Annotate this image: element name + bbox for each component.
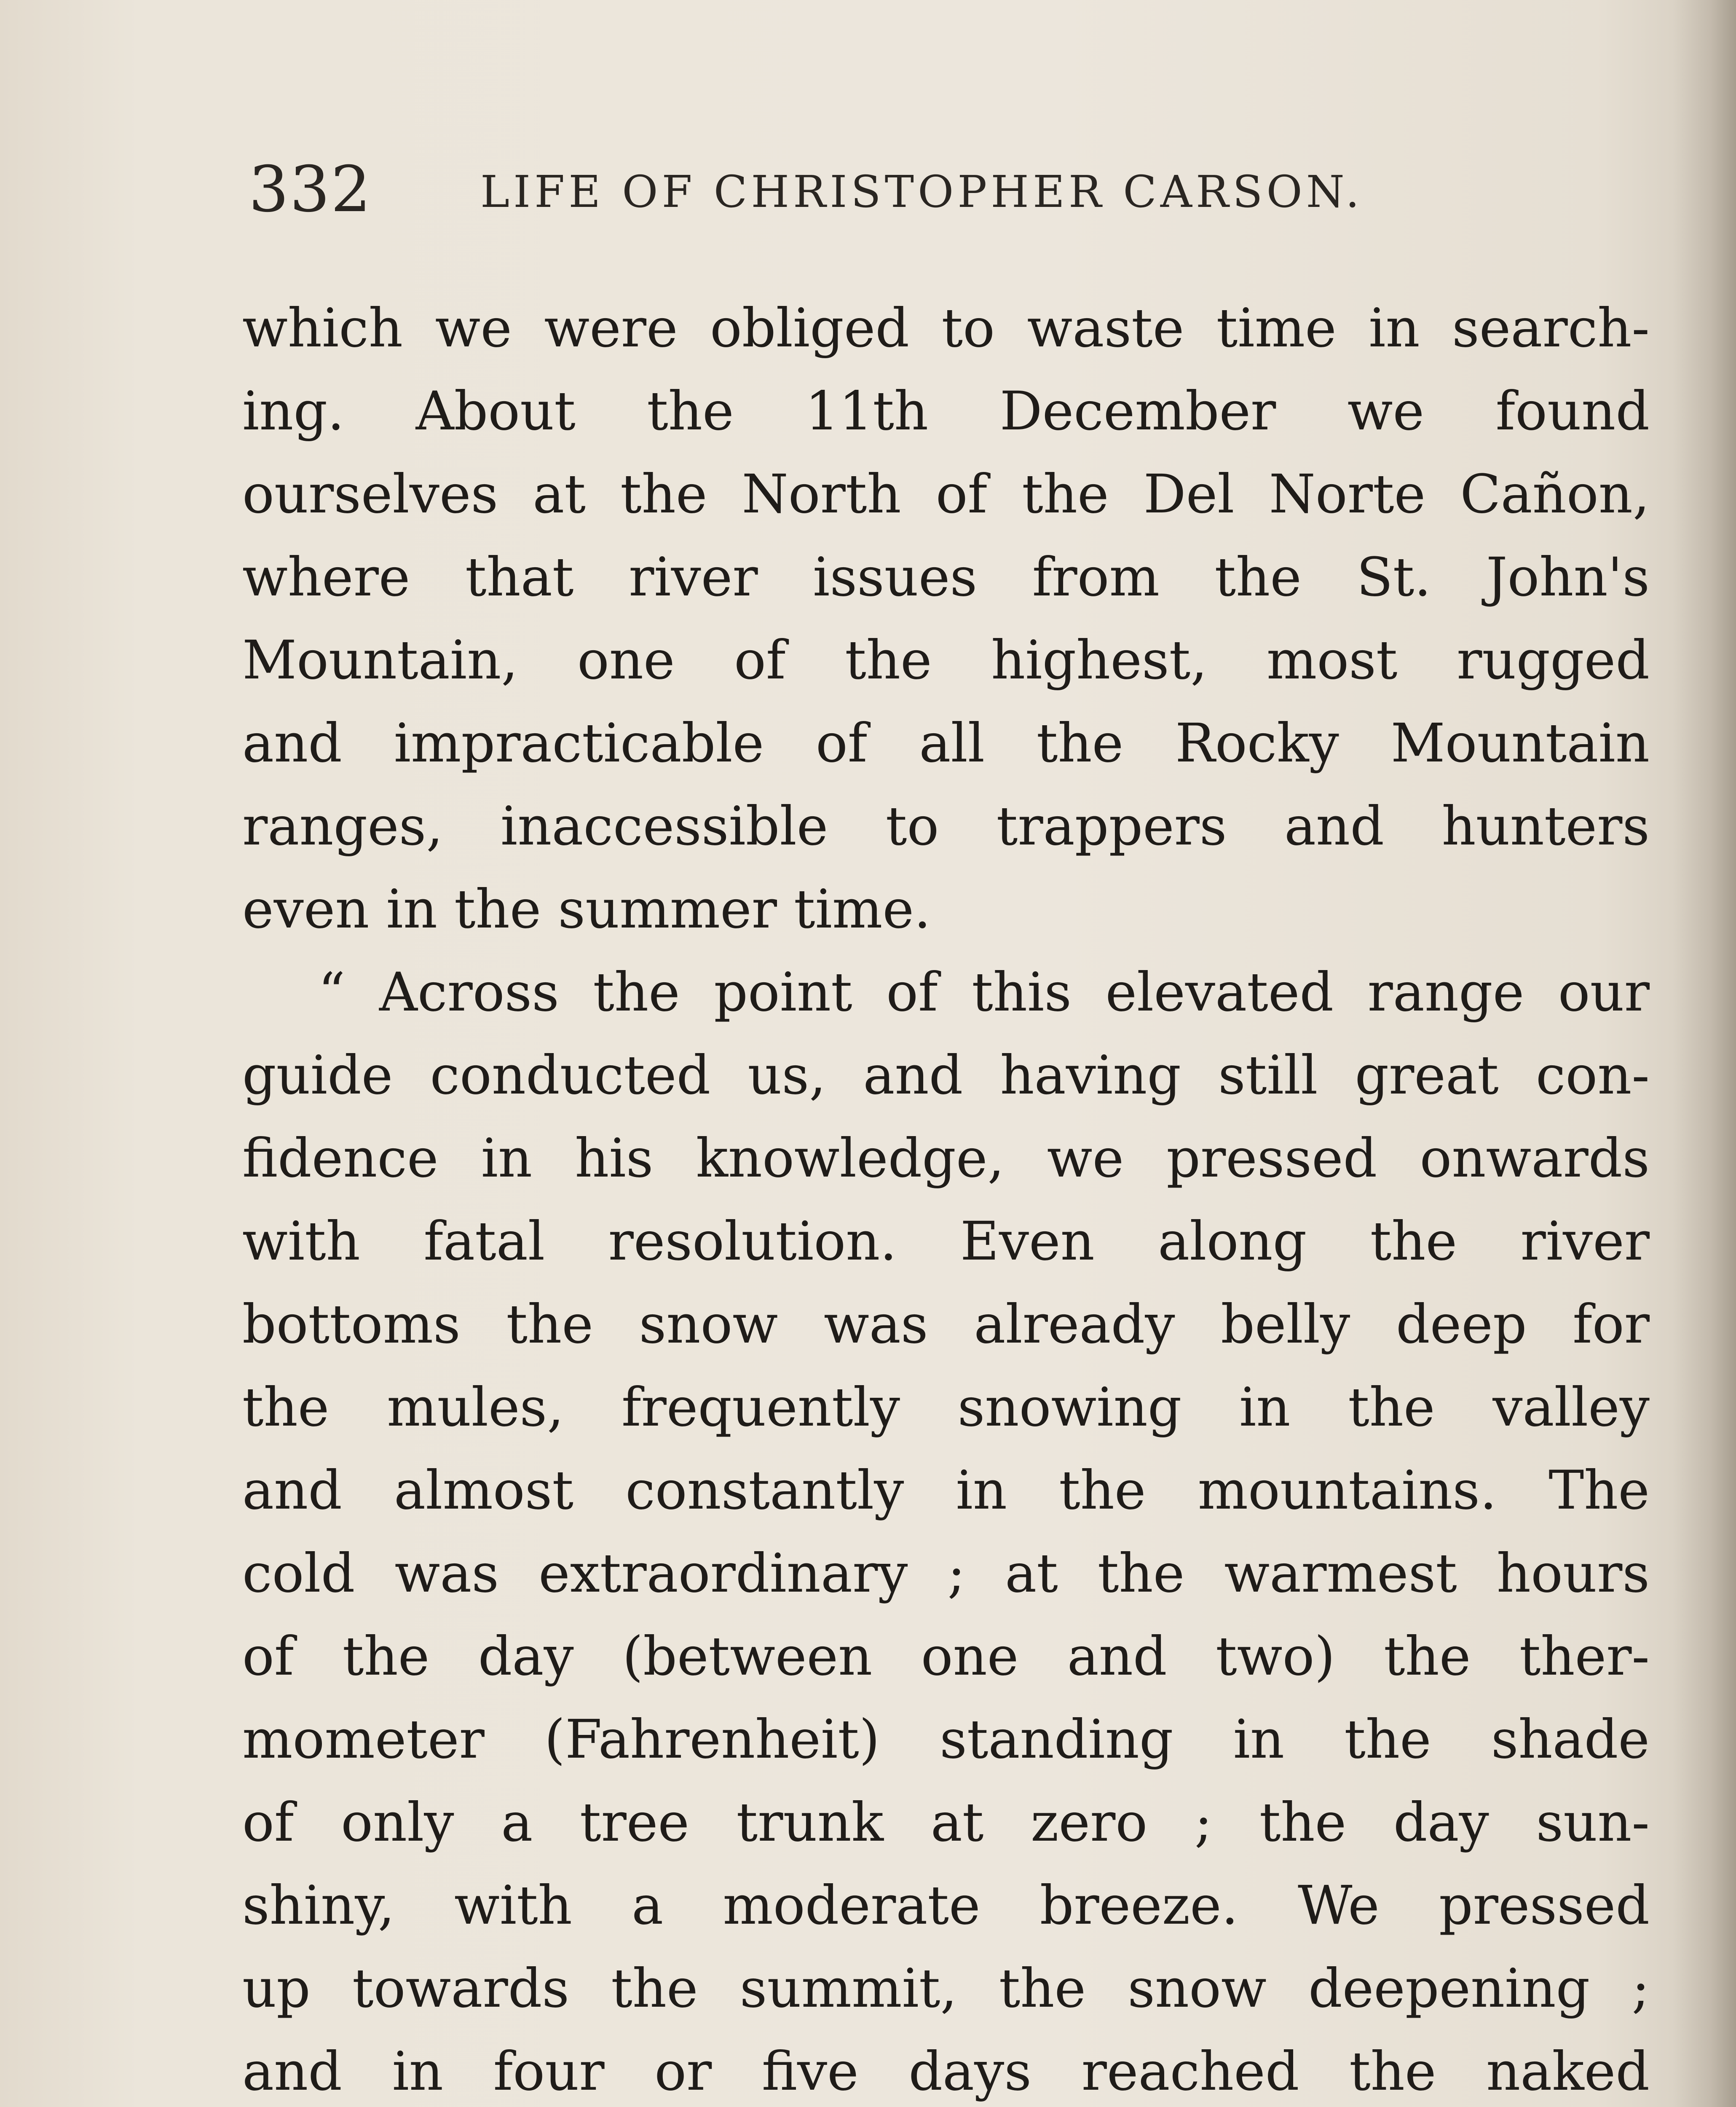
text-line: Mountain, one of the highest, most rugged [242, 629, 1650, 691]
text-line: up towards the summit, the snow deepening ; [242, 1957, 1650, 2019]
text-line: the mules, frequently snowing in the valley [242, 1376, 1650, 1438]
text-line: ing. About the 11th December we found [242, 380, 1650, 442]
text-line: and almost constantly in the mountains. The [242, 1459, 1650, 1521]
running-title: LIFE OF CHRISTOPHER CARSON. [480, 166, 1364, 217]
text-line: where that river issues from the St. John's [242, 546, 1650, 608]
text-line: ourselves at the North of the Del Norte Cañon, [242, 463, 1650, 525]
running-head [249, 152, 1648, 228]
text-line: cold was extraordinary ; at the warmest hours [242, 1542, 1650, 1604]
text-line: of the day (between one and two) the ther- [242, 1625, 1650, 1687]
page-number: 332 [249, 153, 372, 226]
text-line: which we were obliged to waste time in search- [242, 297, 1650, 359]
text-line: with fatal resolution. Even along the river [242, 1210, 1650, 1272]
text-line: bottoms the snow was already belly deep for [242, 1293, 1650, 1355]
text-line: mometer (Fahrenheit) standing in the shade [242, 1708, 1650, 1770]
text-line: and in four or five days reached the naked [242, 2040, 1650, 2102]
body-text [242, 287, 1650, 2107]
text-line: and impracticable of all the Rocky Mountain [242, 712, 1650, 774]
text-line: “ Across the point of this elevated range our [318, 961, 1650, 1023]
text-line: guide conducted us, and having still great con- [242, 1044, 1650, 1106]
text-line: even in the summer time. [242, 878, 931, 940]
text-line: ranges, inaccessible to trappers and hunters [242, 795, 1650, 857]
text-line: shiny, with a moderate breeze. We pressed [242, 1874, 1650, 1936]
page-edge-shadow [1673, 0, 1736, 2107]
text-line: of only a tree trunk at zero ; the day sun- [242, 1791, 1650, 1853]
text-line: fidence in his knowledge, we pressed onwards [242, 1127, 1650, 1189]
